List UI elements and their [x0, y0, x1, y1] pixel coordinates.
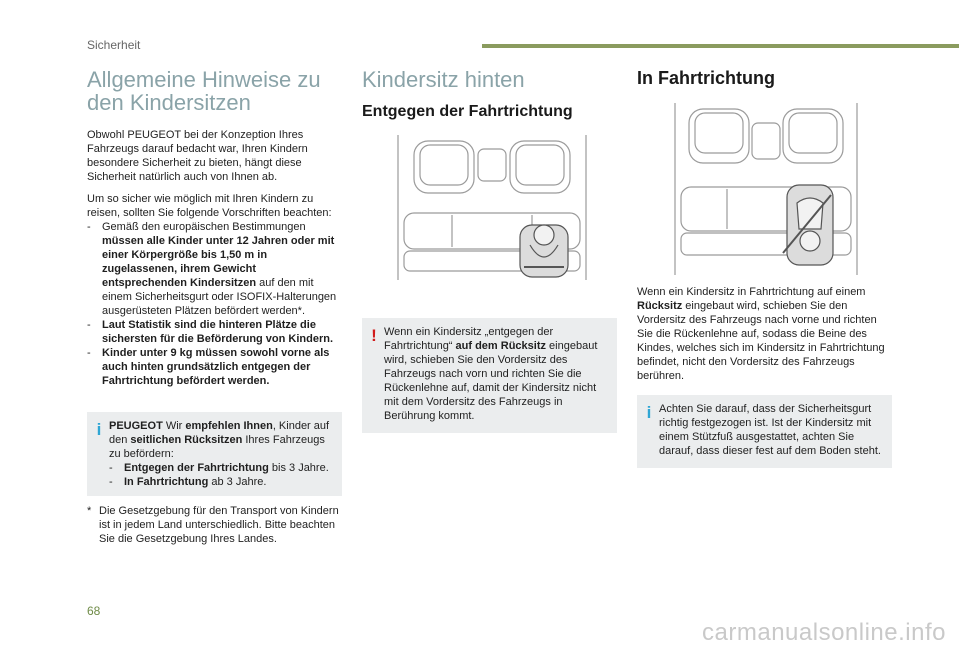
general-notes-title — [87, 68, 342, 114]
rules-list — [87, 220, 342, 388]
note-text: Wir — [162, 420, 186, 432]
note-text: Ihres Fahrzeugs zu befördern: — [109, 434, 325, 460]
header-divider — [482, 44, 959, 48]
title-line-2: den Kindersitzen — [87, 90, 251, 115]
rule-item — [87, 220, 342, 318]
note-bold: In Fahrtrichtung — [124, 476, 209, 488]
paragraph-text: eingebaut wird, schieben Sie den Vordersitz des Fahrzeugs nach vorne und richten Sie die Rückenlehne auf, sodass die Beine des Kindes, welches sich im Kindersitz in Fahrtrichtung befindet, nicht den Vordersitz des Fahrzeugs berühren. — [637, 300, 885, 382]
list-dash: - — [109, 476, 113, 488]
note-list-item — [109, 461, 334, 475]
forward-facing-note — [637, 395, 892, 468]
rules-intro-paragraph: Um so sicher wie möglich mit Ihren Kindern zu reisen, sollten Sie folgende Vorschriften beachten: — [87, 193, 332, 219]
intro-paragraph: Obwohl PEUGEOT bei der Konzeption Ihres Fahrzeugs darauf bedacht war, Ihren Kindern besondere Sicherheit zu bieten, hängt diese Sicherheit natürlich auch von Ihnen ab. — [87, 129, 308, 183]
rule-item — [87, 346, 342, 388]
rear-facing-illustration — [392, 135, 592, 280]
info-icon: i — [646, 403, 652, 422]
forward-facing-heading: In Fahrtrichtung — [637, 68, 775, 88]
forward-facing-paragraph — [637, 285, 892, 383]
note-bold: Entgegen der Fahrtrichtung — [124, 462, 269, 474]
title-line-1: Allgemeine Hinweise zu — [87, 67, 321, 92]
warning-bold: auf dem Rücksitz — [455, 340, 546, 352]
column-rear-facing — [362, 62, 617, 433]
note-bold: seitlichen Rücksitzen — [130, 434, 243, 446]
column-forward-facing — [637, 62, 892, 468]
note-text: Achten Sie darauf, dass der Sicherheitsgurt richtig festgezogen ist. Ist der Kindersitz mit einem Stützfuß ausgestattet, achten Sie darauf, dass dieser fest auf dem Boden steht. — [659, 403, 881, 457]
watermark: carmanualsonline.info — [702, 619, 946, 646]
brand-name: PEUGEOT — [109, 420, 163, 432]
rule-bold-text: Laut Statistik sind die hinteren Plätze die sichersten für die Beförderung von Kindern. — [102, 319, 334, 345]
rear-facing-heading: Entgegen der Fahrtrichtung — [362, 103, 573, 120]
rule-text: Gemäß den europäischen Bestimmungen — [102, 221, 306, 233]
paragraph-bold: Rücksitz — [637, 300, 683, 312]
footnote-asterisk: * — [87, 505, 92, 517]
column-general-notes — [87, 62, 342, 546]
warning-icon: ! — [371, 326, 377, 345]
list-dash: - — [87, 347, 91, 359]
recommendation-note — [87, 412, 342, 496]
section-label: Sicherheit — [87, 38, 141, 52]
footnote — [87, 504, 342, 546]
note-text: ab 3 Jahre. — [208, 476, 267, 488]
paragraph-text: Wenn ein Kindersitz in Fahrtrichtung auf einem — [637, 286, 866, 298]
list-dash: - — [87, 221, 91, 233]
rear-facing-warning — [362, 318, 617, 433]
forward-facing-illustration — [671, 103, 861, 275]
rule-bold-text: müssen alle Kinder unter 12 Jahren oder mit einer Körpergröße bis 1,50 m in zugelassenen, ihrem Gewicht entsprechenden Kindersitzen — [102, 235, 335, 289]
rule-item — [87, 318, 342, 346]
note-text: , Kinder auf den — [109, 420, 330, 446]
rule-bold-text: Kinder unter 9 kg müssen sowohl vorne als auch hinten grundsätzlich entgegen der Fahrtrichtung befördert werden. — [102, 347, 330, 387]
list-dash: - — [87, 319, 91, 331]
note-bold: empfehlen Ihnen — [185, 420, 273, 432]
info-icon: i — [96, 420, 102, 439]
footnote-text: Die Gesetzgebung für den Transport von Kindern ist in jedem Land unterschiedlich. Bitte beachten Sie die Gesetzgebung Ihres Landes. — [99, 505, 339, 545]
rule-text: auf den mit einem Sicherheitsgurt oder ISOFIX-Halterungen ausgerüsteten Plätzen befördert werden*. — [102, 277, 337, 317]
list-dash: - — [109, 462, 113, 474]
note-text: bis 3 Jahre. — [268, 462, 329, 474]
rear-child-seat-title: Kindersitz hinten — [362, 67, 525, 92]
note-list-item — [109, 475, 334, 489]
page-number: 68 — [87, 604, 101, 618]
warning-text: Wenn ein Kindersitz „entgegen der Fahrtrichtung“ — [384, 326, 554, 352]
warning-text: eingebaut wird, schieben Sie den Vordersitz des Fahrzeugs nach vorn und richten Sie die Rückenlehne auf, damit der Kindersitz nicht mit dem Vordersitz des Fahrzeugs in Berührung kommt. — [384, 340, 598, 422]
